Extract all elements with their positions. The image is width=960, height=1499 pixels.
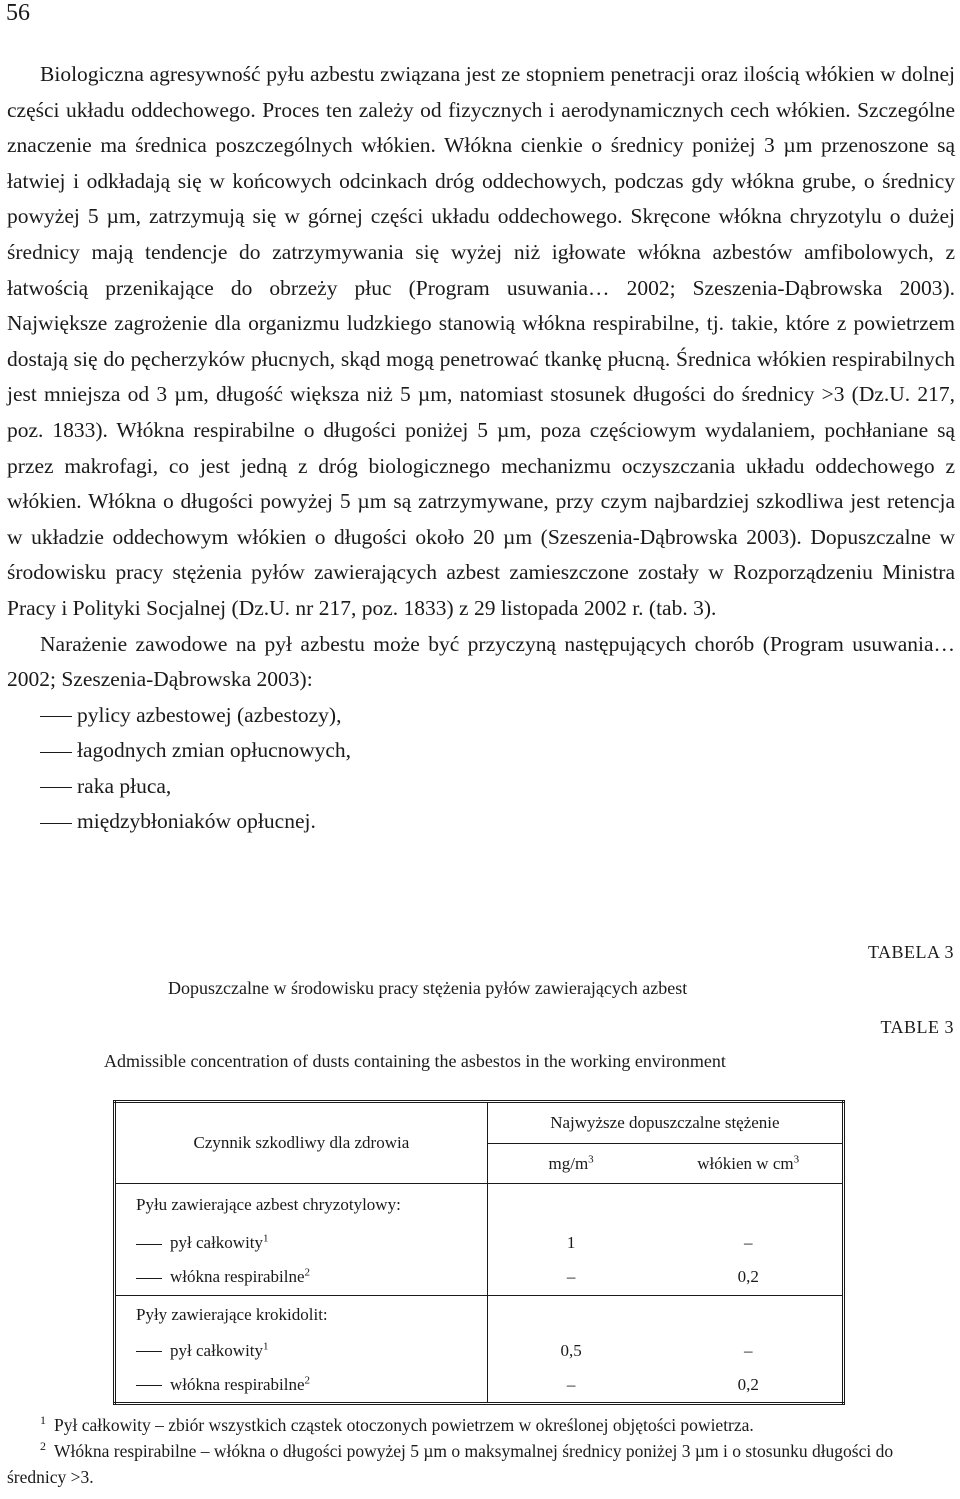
header-unit-mg: $mg/m^3$ xyxy=(487,1144,654,1184)
group-name: Pyłu zawierające azbest chryzotylowy: xyxy=(115,1184,488,1227)
list-item: międzybłoniaków opłucnej. xyxy=(7,804,955,840)
table-label-en: TABLE 3 xyxy=(880,1017,954,1037)
value-fibres: 0,2 xyxy=(737,1374,759,1394)
disease-list xyxy=(7,698,955,840)
paragraph-asbestos-aggressiveness: Biologiczna agresywność pyłu azbestu związana jest ze stopniem penetracji oraz ilością włókien w dolnej części układu oddechowego. Proces ten zależy od fizycznych i aerodynamicznych cech włókien. Szczególne znaczenie ma średnica poszczególnych włókien. Włókna cienkie o średnicy poniżej 3 µm przenoszone są łatwiej i odkładają się w końcowych odcinkach dróg oddechowych, podczas gdy włókna grube, o średnicy powyżej 5 µm, zatrzymują się w górnej części układu oddechowego. Skręcone włókna chryzotylu o dużej średnicy mają tendencje do zatrzymywania się wyżej niż igłowate włókna azbestów amfibolowych, z łatwością przenikające do obrzeży płuc (Program usuwania… 2002; Szeszenia-Dąbrowska 2003). Największe zagrożenie dla organizmu ludzkiego stanowią włókna respirabilne, tj. takie, które z powietrzem dostają się do pęcherzyków płucnych, skąd mogą penetrować tkankę płucną. Średnica włókien respirabilnych jest mniejsza od 3 µm, długość większa niż 5 µm, natomiast stosunek długości do średnicy >3 (Dz.U. 217, poz. 1833). Włókna respirabilne o długości poniżej 5 µm, poza częściowym wydalaniem, pochłaniane są przez makrofagi, co jest jedną z dróg biologicznego mechanizmu oczyszczania układu oddechowego z włókien. Włókna o długości powyżej 5 µm są zatrzymywane, przy czym najbardziej szkodliwa jest retencja w układzie oddechowym włókien o długości około 20 µm (Szeszenia-Dąbrowska 2003). Dopuszczalne w środowisku pracy stężenia pyłów zawierających azbest zamieszczone zostały w Rozporządzeniu Ministra Pracy i Polityki Socjalnej (Dz.U. nr 217, poz. 1833) z 29 listopada 2002 r. (tab. 3). xyxy=(7,62,955,620)
value-mg: 1 xyxy=(566,1233,576,1252)
header-unit-fibres: włókien w $cm^3$ xyxy=(654,1144,843,1184)
list-item: pylicy azbestowej (azbestozy), xyxy=(7,698,955,734)
table-caption-pl: Dopuszczalne w środowisku pracy stężenia pyłów zawierających azbest xyxy=(168,978,688,998)
table-label-pl: TABELA 3 xyxy=(867,942,954,962)
paragraph-occupational-exposure: Narażenie zawodowe na pył azbestu może być przyczyną następujących chorób (Program usuwania… 2002; Szeszenia-Dąbrowska 2003): xyxy=(7,631,955,692)
dash-bullet xyxy=(136,1385,162,1386)
dash-bullet xyxy=(136,1351,162,1352)
footnote: $^2$ Włókna respirabilne – włókna o długości powyżej 5 µm o maksymalnej średnicy poniżej 3 µm i o stosunku długości do średnicy >3. xyxy=(7,1439,894,1487)
group-name: Pyły zawierające krokidolit: xyxy=(115,1296,488,1334)
table-row xyxy=(115,1296,844,1334)
dash-bullet xyxy=(40,716,72,717)
table-row: włókna respirabilne$^2$ – 0,2 xyxy=(115,1368,844,1404)
value-fibres: 0,2 xyxy=(654,1260,843,1296)
table-row: włókna respirabilne$^2$ – 0,2 xyxy=(115,1260,844,1296)
page-number: 56 xyxy=(6,0,30,26)
dash-bullet xyxy=(136,1244,162,1245)
header-max-concentration: Najwyższe dopuszczalne stężenie xyxy=(487,1102,843,1144)
limits-table xyxy=(113,1100,845,1405)
dash-bullet xyxy=(40,823,72,824)
footnotes xyxy=(7,1412,955,1490)
value-mg: 0,5 xyxy=(560,1340,582,1360)
list-item: raka płuca, xyxy=(7,769,955,805)
table-row xyxy=(115,1184,844,1227)
value-fibres: – xyxy=(743,1340,753,1360)
footnote: $^1$ Pył całkowity – zbiór wszystkich cząstek otoczonych powietrzem w określonej objętości powietrza. xyxy=(40,1413,754,1435)
header-factor: Czynnik szkodliwy dla zdrowia xyxy=(115,1102,488,1184)
value-mg: – xyxy=(487,1260,654,1296)
table-row: pył całkowity$^1$ 0,5 – xyxy=(115,1334,844,1368)
table-row: pył całkowity$^1$ 1 – xyxy=(115,1227,844,1260)
value-mg: – xyxy=(566,1374,576,1394)
dash-bullet xyxy=(136,1278,162,1279)
dash-bullet xyxy=(40,787,72,788)
list-item: łagodnych zmian opłucnowych, xyxy=(7,733,955,769)
body-text xyxy=(7,57,955,840)
value-fibres: – xyxy=(743,1233,753,1252)
dash-bullet xyxy=(40,752,72,753)
table-caption-en: Admissible concentration of dusts containing the asbestos in the working environment xyxy=(104,1051,726,1071)
